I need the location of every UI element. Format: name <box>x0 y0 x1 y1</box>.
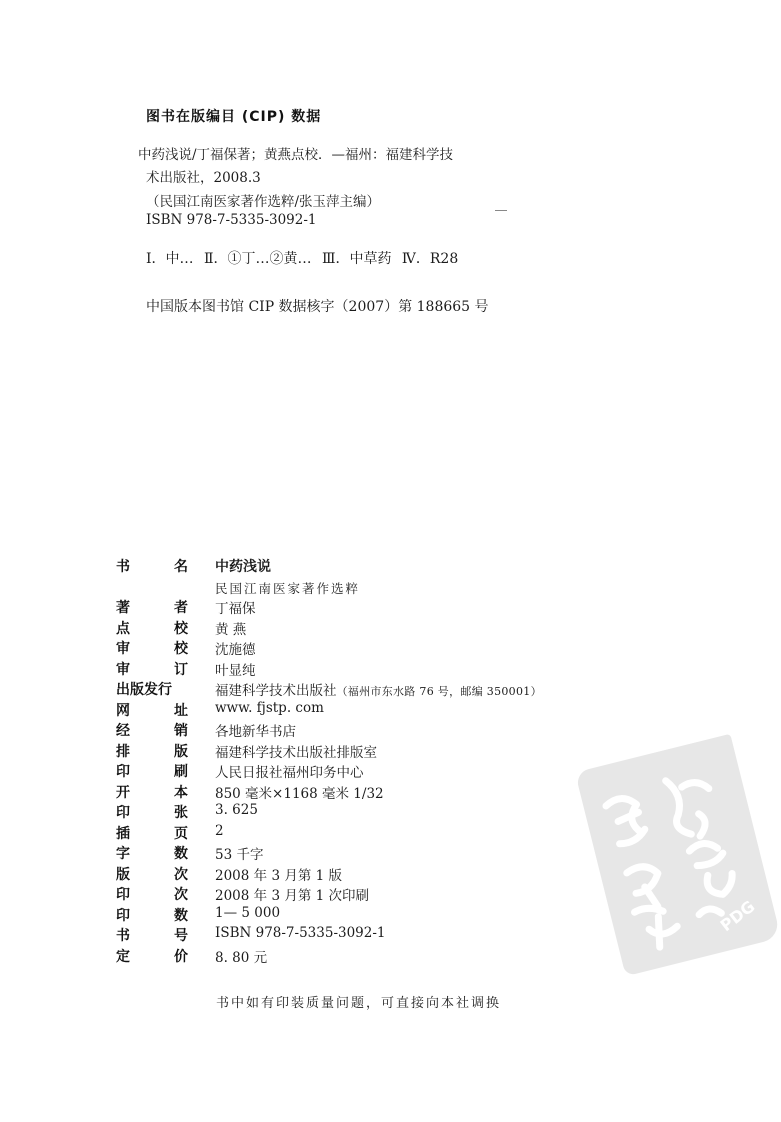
colophon-value: 丁福保 <box>215 601 256 617</box>
colophon-label: 审 订 <box>116 661 188 678</box>
colophon-value: 1— 5 000 <box>215 904 281 921</box>
cip-series-line: （民国江南医家著作选粹/张玉萍主编） <box>146 194 381 210</box>
colophon-value: 2008 年 3 月第 1 版 <box>215 867 342 884</box>
cip-isbn-line: ISBN 978-7-5335-3092-1 <box>146 212 317 228</box>
colophon-label: 出版发行 <box>116 682 172 698</box>
colophon-label: 印 刷 <box>116 764 188 780</box>
cip-title-line: 中药浅说/丁福保著；黄燕点校．—福州：福建科学技 <box>138 147 454 163</box>
series-subtitle: 民国江南医家著作选粹 <box>215 581 361 596</box>
colophon-label: 印 次 <box>116 887 188 903</box>
book-title: 中药浅说 <box>215 559 271 575</box>
colophon-value: 2 <box>215 822 224 839</box>
colophon-value: 3. 625 <box>215 802 258 818</box>
publisher-address: （福州市东水路 76 号，邮编 350001） <box>336 685 542 698</box>
cip-heading: 图书在版编目 (CIP) 数据 <box>146 109 322 125</box>
colophon-value: 沈施德 <box>215 642 256 658</box>
library-seal-stamp <box>575 734 781 976</box>
colophon-label: 版 次 <box>116 866 188 883</box>
colophon-label: 书 号 <box>116 928 188 944</box>
colophon-label: 定 价 <box>116 948 188 965</box>
colophon-label: 著 者 <box>116 600 188 616</box>
colophon-value: 人民日报社福州印务中心 <box>215 765 364 781</box>
colophon-label: 字 数 <box>116 846 188 862</box>
colophon-label: 书 名 <box>116 559 188 575</box>
colophon-label: 网 址 <box>116 702 188 719</box>
colophon-value: 2008 年 3 月第 1 次印刷 <box>215 888 369 904</box>
cip-record-line: 中国版本图书馆 CIP 数据核字（2007）第 188665 号 <box>146 299 489 315</box>
colophon-label: 排 版 <box>116 743 188 760</box>
stamp-pdg-text: PDG <box>716 896 759 936</box>
colophon-value: www. fjstp. com <box>215 699 324 716</box>
colophon-label: 印 数 <box>116 907 188 924</box>
footer-note: 书中如有印装质量问题，可直接向本社调换 <box>216 996 502 1011</box>
colophon-value: ISBN 978-7-5335-3092-1 <box>215 925 386 941</box>
colophon-value: 850 毫米×1168 毫米 1/32 <box>215 785 384 802</box>
colophon-value: 8. 80 元 <box>215 949 268 966</box>
colophon-value: 黄 燕 <box>215 621 247 638</box>
colophon-label: 开 本 <box>116 784 188 801</box>
colophon-label: 经 销 <box>116 723 188 739</box>
colophon-value: 福建科学技术出版社排版室 <box>215 744 377 761</box>
colophon-value: 53 千字 <box>215 847 264 863</box>
cip-subject-line: Ⅰ．中… Ⅱ．①丁…②黄… Ⅲ．中草药 Ⅳ．R28 <box>146 251 459 267</box>
seal-glyphs-icon <box>575 734 781 976</box>
colophon-value: 各地新华书店 <box>215 724 296 740</box>
colophon-label: 点 校 <box>116 620 188 637</box>
colophon-value: 叶显纯 <box>215 662 256 679</box>
colophon-label: 审 校 <box>116 641 188 657</box>
colophon-value: 福建科学技术出版社（福州市东水路 76 号，邮编 350001） <box>215 683 542 699</box>
cip-publisher-line: 术出版社，2008.3 <box>146 170 261 186</box>
colophon-label: 印 张 <box>116 805 188 821</box>
colophon-label: 插 页 <box>116 825 188 842</box>
stray-mark <box>495 210 507 211</box>
